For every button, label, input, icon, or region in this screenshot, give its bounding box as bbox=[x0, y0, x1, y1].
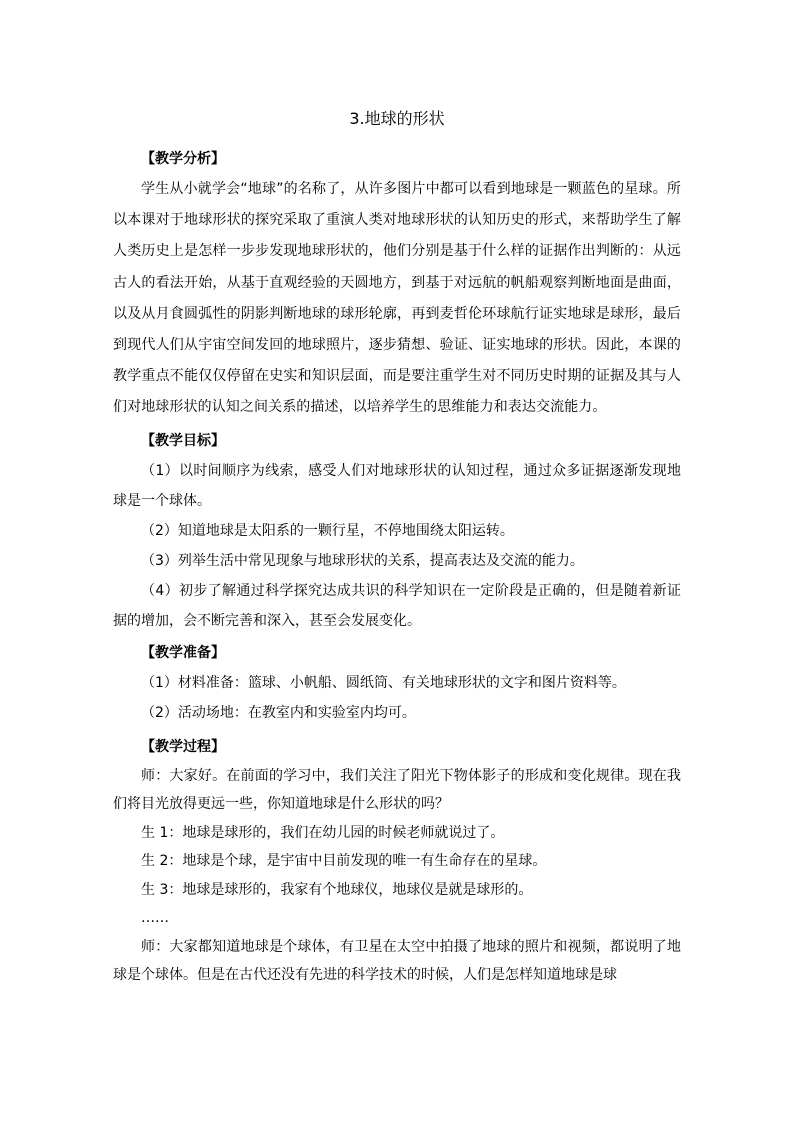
section-heading-goals: 【教学目标】 bbox=[141, 432, 225, 449]
section-heading-preparation: 【教学准备】 bbox=[141, 644, 225, 661]
goal-item: （2）知道地球是太阳系的一颗行星，不停地围绕太阳运转。 bbox=[141, 522, 514, 539]
goal-item: （1）以时间顺序为线索，感受人们对地球形状的认知过程，通过众多证据逐渐发现地球是一个球体。 bbox=[113, 462, 681, 509]
section-heading-process: 【教学过程】 bbox=[141, 738, 225, 755]
section-analysis bbox=[113, 144, 681, 424]
preparation-item: （1）材料准备：篮球、小帆船、圆纸筒、有关地球形状的文字和图片资料等。 bbox=[141, 674, 626, 691]
goal-item: （4）初步了解通过科学探究达成共识的科学知识在一定阶段是正确的，但是随着新证据的增加，会不断完善和深入，甚至会发展变化。 bbox=[113, 582, 681, 629]
dialog-line: 师：大家好。在前面的学习中，我们关注了阳光下物体影子的形成和变化规律。现在我们将目光放得更远一些，你知道地球是什么形状的吗？ bbox=[113, 767, 681, 813]
dialog-line: 生 2：地球是个球，是宇宙中目前发现的唯一有生命存在的星球。 bbox=[141, 853, 547, 870]
section-process bbox=[113, 732, 681, 990]
section-goals bbox=[113, 426, 681, 636]
preparation-item: （2）活动场地：在教室内和实验室内均可。 bbox=[141, 704, 416, 721]
dialog-ellipsis: …… bbox=[141, 910, 169, 927]
dialog-line: 生 3：地球是球形的，我家有个地球仪，地球仪是就是球形的。 bbox=[141, 881, 533, 898]
goal-item: （3）列举生活中常见现象与地球形状的关系，提高表达及交流的能力。 bbox=[141, 552, 584, 569]
dialog-line: 生 1：地球是球形的，我们在幼儿园的时候老师就说过了。 bbox=[141, 824, 505, 841]
document-body bbox=[113, 144, 681, 990]
dialog-line: 师：大家都知道地球是个球体，有卫星在太空中拍摄了地球的照片和视频，都说明了地球是个球体。但是在古代还没有先进的科学技术的时候，人们是怎样知道地球是球 bbox=[113, 938, 681, 984]
page-title: 3.地球的形状 bbox=[349, 109, 445, 128]
analysis-paragraph: 学生从小就学会“地球”的名称了，从许多图片中都可以看到地球是一颗蓝色的星球。所以本课对于地球形状的探究采取了重演人类对地球形状的认知历史的形式，来帮助学生了解人类历史上是怎样一步步发现地球形状的，他们分别是基于什么样的证据作出判断的：从远古人的看法开始，从基于直观经验的天圆地方，到基于对远航的帆船观察判断地面是曲面，以及从月食圆弧性的阴影判断地球的球形轮廓，再到麦哲伦环球航行证实地球是球形，最后到现代人们从宇宙空间发回的地球照片，逐步猜想、验证、证实地球的形状。因此，本课的教学重点不能仅仅停留在史实和知识层面，而是要注重学生对不同历史时期的证据及其与人们对地球形状的认知之间关系的描述，以培养学生的思维能力和表达交流能力。 bbox=[113, 181, 681, 416]
section-heading-analysis: 【教学分析】 bbox=[141, 151, 225, 167]
section-preparation bbox=[113, 638, 681, 728]
